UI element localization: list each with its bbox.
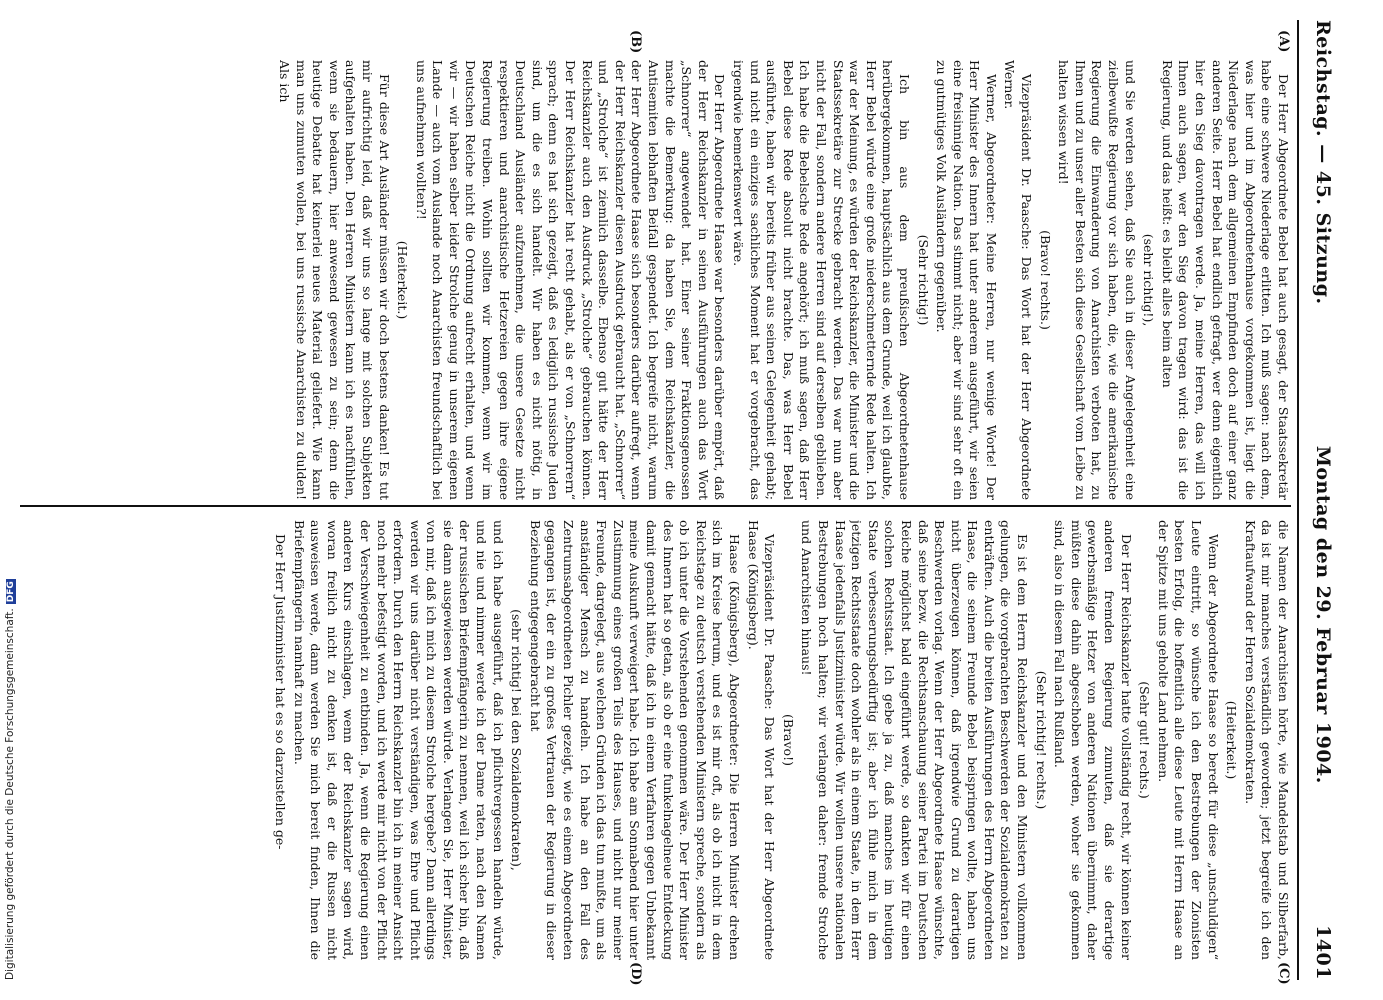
- paragraph: Der Herr Reichskanzler hatte vollständig recht, wir können keiner anderen fremden Regierung zumuten, daß sie derartige gewerbsmäßige Hetzer von anderen Nationen übernimmt, daher müßten diese dahin abgeschoben werden, woher sie gekommen sind, also in diesem Fall nach Rußland.: [1052, 520, 1134, 960]
- interjection: (Bravo!): [780, 714, 796, 766]
- paragraph: Vizepräsident Dr. Paasche: Das Wort hat der Herr Abgeordnete Haase (Königsberg).: [745, 520, 778, 960]
- page-header: [1303, 20, 1343, 980]
- header-date: Montag den 29. Februar 1904.: [1312, 445, 1334, 784]
- margin-mark-b: (B): [628, 30, 643, 54]
- margin-mark-d: (D): [628, 962, 643, 986]
- margin-mark-a: (A): [1276, 30, 1291, 53]
- page-number: 1401: [1312, 925, 1334, 980]
- paragraph: Werner, Abgeordneter: Meine Herren, nur wenige Worte! Der Herr Minister des Innern hat unter anderem ausgeführt, wir seien eine freisinnige Nation. Das stimmt nicht; aber wir sind sehr oft ein zu gutmütiges Volk Ausländern gegenüber.: [934, 60, 999, 500]
- interjection: (Heiterkeit.): [395, 240, 411, 320]
- interjection: (Sehr richtig!): [915, 234, 931, 326]
- paragraph: und ich habe ausgeführt, daß ich pflichtvergessen handeln würde, und nie und nimmer werde ich der Dame raten, nach den Namen der russischen Briefempfängerin zu nennen, weil ich sicher bin, daß sie dann ausgewiesen werden würde. Verlangen Sie, Herr Minister, von mir, daß ich mich zu diesem Strolche hergebe? Dann allerdings werden wir uns darüber nicht verständigen, was Ehre und Pflicht erfordern. Durch den Herrn Reichskanzler bin ich in meiner Ansicht noch mehr befestigt worden, und ich werde mir nicht von der Pflicht der Verschwiegenheit zu entbinden. Ja, wenn die Regierung einen anderen Kurs einschlagen, wenn der Reichskanzler sagen wird, woran freilich nicht zu denken ist, daß er die Russen nicht ausweisen werde, dann werden Sie mich bereit finden, Ihnen die Briefempfängerin namhaft zu machen.: [291, 520, 506, 960]
- left-column: [20, 60, 1291, 500]
- interjection: (Heiterkeit.): [1224, 700, 1240, 780]
- interjection: (Bravo! rechts.): [1037, 230, 1053, 330]
- dfg-logo: DFG: [6, 581, 16, 603]
- header-rule: [1297, 20, 1299, 980]
- paragraph: Wenn der Abgeordnete Haase so beredt für diese „unschuldigen“ Leute eintritt, so wünsche ich den Bestrebungen der Zionisten besten Erfolg, die hoffentlich alle diese Leute mit Herrn Haase an der Spitze mit uns geholte Land nehmen.: [1155, 520, 1221, 960]
- paragraph: Haase (Königsberg), Abgeordneter: Die Herren Minister drehen sich im Kreise herum, und es ist mir oft, als ob ich nicht in dem Reichstage zu deutsch verstehenden Ministern spreche, sondern als ob ich unter die Vorstehenden genommen wäre. Der Herr Minister des Innern hat so getan, als ob er eine funkelnagelneue Entdeckung damit gemacht hätte, daß ich in einem Verfahren gegen Unbekannt meine Auskunft verweigert habe. Ich habe am Sonnabend hier unter Zustimmung eines großen Teils des Hauses, und nicht nur meiner Freunde, dargelegt, aus welchen Gründen ich das tun mußte, um als anständiger Mensch zu handeln. Ich habe an den Fall des Zentrumsabgeordneten Pichler gezeigt, wie es einem Abgeordneten gegangen ist, der ein zu großes Vertrauen der Regierung in dieser Beziehung entgegengebracht hat: [527, 520, 742, 960]
- paragraph: und Sie werden sehen, daß Sie auch in dieser Angelegenheit eine zielbewußte Regierung vor sich haben, die, wie die amerikanische Regierung die Einwanderung von Anarchisten verboten hat, zu Ihnen und zu unser aller Besten sich diese Gesellschaft vom Leibe zu halten wissen wird!: [1056, 60, 1138, 500]
- paragraph: Der Herr Abgeordnete Bebel hat auch gesagt, der Staatssekretär habe eine schwere Niederlage erlitten. Ich muß sagen: nach dem, was hier und im Abgeordnetenhause vorgekommen ist, liegt die Niederlage nach dem allgemeinen Empfinden doch auf einer ganz anderen Seite. Herr Bebel hat endlich gefragt, wer denn eigentlich hier den Sieg davontragen werde. Ja, meine Herren, das will ich Ihnen auch sagen, wer den Sieg davon tragen wird: das ist die Regierung, und das heißt: es bleibt alles beim alten: [1159, 60, 1291, 500]
- digitization-footer: [2, 2, 16, 992]
- column-divider: [20, 505, 1291, 507]
- interjection: (Sehr richtig! rechts.): [1033, 670, 1049, 810]
- interjection: (Sehr gut! rechts.): [1137, 681, 1153, 799]
- paragraph: die Namen der Anarchisten hörte, wie Mandelstab und Silberfarb, da ist mir manches verständlich geworden; jetzt begreife ich den Kraftaufwand der Herren Sozialdemokraten.: [1242, 520, 1291, 960]
- paragraph: Vizepräsident Dr. Paasche: Das Wort hat der Herr Abgeordnete Werner.: [1002, 60, 1035, 500]
- interjection: (sehr richtig!),: [1141, 233, 1157, 327]
- paragraph: Für diese Art Ausländer müssen wir doch bestens danken! Es tut mir aufrichtig leid, daß wir uns so lange mit solchen Subjekten aufgehalten haben. Den Herren Ministern kann ich es nachfühlen, wenn sie bedauern, hier anwesend gewesen zu sein; denn die heutige Debatte hat keinerlei neues Material geliefert. Wie kann man uns zumuten wollen, bei uns russische Anarchisten zu dulden! Als ich: [276, 60, 392, 500]
- paragraph: Der Herr Abgeordnete Haase war besonders darüber empört, daß der Herr Reichskanzler in seinen Ausführungen auch das Wort „Schnorrer“ angewendet hat. Einer seiner Fraktionsgenossen machte die Bemerkung: da haben Sie, dem Reichskanzler, die Antisemiten lebhaften Beifall gespendet. Ich begreife nicht, warum der Herr Abgeordnete Haase sich besonders darüber aufregt, wenn der Herr Reichskanzler diesen Ausdruck gebraucht hat. „Schnorrer“ und „Strolche“ ist ziemlich dasselbe. Ebenso gut hätte der Herr Reichskanzler auch den Ausdruck „Strolche“ gebrauchen können. Der Herr Reichskanzler hat recht gehabt, als er von „Schnorrern“ sprach; denn es hat sich gezeigt, daß es lediglich russische Juden sind, um die es sich handelt. Wir haben es nicht nötig, in Deutschland Ausländer aufzunehmen, die unsere Gesetze nicht respektieren und anarchistische Hetzereien gegen ihre eigene Regierung treiben. Wohin sollten wir kommen, wenn wir im Deutschen Reiche nicht die Ordnung aufrecht erhalten, und wenn wir — wir haben selber leider Strolche genug in unserem eigenen Lande — auch vom Auslande noch Anarchisten freundschaftlich bei uns aufnehmen wollten?!: [413, 60, 728, 500]
- paragraph: Der Herr Justizminister hat es so darzustellen ge-: [272, 534, 288, 850]
- paragraph: Ich bin aus dem preußischen Abgeordnetenhause herübergekommen, hauptsächlich aus dem Grunde, weil ich glaubte, Herr Bebel würde eine große niederschmetternde Rede halten. Ich war der Meinung, es würden der Reichskanzler, die Minister und die Staatssekretäre zur Strecke gebracht werden. Das war nun aber nicht der Fall, sondern andere Herren sind auf derselben geblieben. Ich habe die Bebelsche Rede angehört; ich muß sagen, daß Herr Bebel diese Rede absolut nicht brachte. Das, was Herr Bebel ausführte, haben wir bereits früher aus seinen Gelegenheit gehabt; und nicht ein einziges sachliches Moment hat er vorgebracht, das irgendwie bemerkenswert wäre.: [731, 60, 912, 500]
- header-left: Reichstag. — 45. Sitzung.: [1312, 20, 1334, 305]
- right-column: [20, 520, 1291, 960]
- digitization-note: Digitalisierung gefördert durch die Deutsche Forschungsgemeinschaft.: [4, 608, 16, 980]
- margin-mark-c: (C): [1276, 962, 1291, 985]
- paragraph: Es ist dem Herrn Reichskanzler und den Ministern vollkommen gelungen, die vorgebrachten Beschwerden der Sozialdemokraten zu entkräften. Auch die breiten Ausführungen des Herrn Abgeordneten Haase, die seinem Freunde Bebel beispringen wollte, haben uns nicht überzeugen können, daß irgendwie Grund zu derartigen Beschwerden vorlag. Wenn der Herr Abgeordnete Haase wünschte, daß seine bezw. die Rechtsanschauung seiner Partei im Deutschen Reiche möglichst bald eingeführt werde, so dankten wir für einen solchen Rechtsstaat. Ich gebe ja zu, daß manches im heutigen Staate verbesserungsbedürftig ist; aber ich fühle mich in dem jetzigen Rechtsstaate doch wohler als in einem Staate, in dem Herr Haase jedenfalls Justizminister würde. Wir wollen unsere nationalen Bestrebungen hoch halten; wir verlangen daher: fremde Strolche und Anarchisten hinaus!: [799, 520, 1031, 960]
- interjection: (sehr richtig! bei den Sozialdemokraten),: [509, 609, 525, 871]
